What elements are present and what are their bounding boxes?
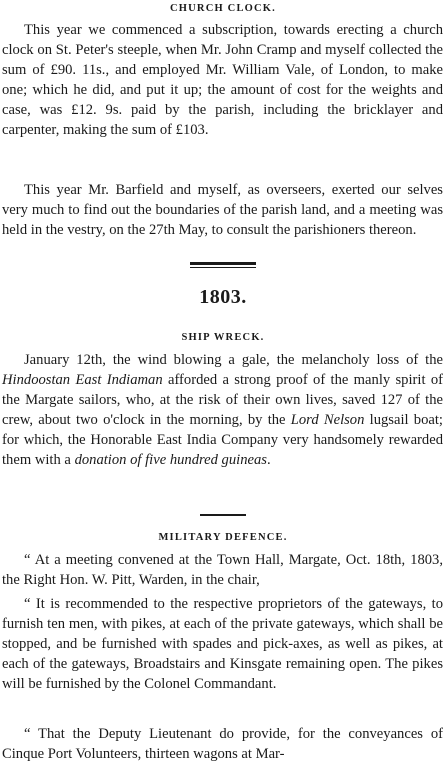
military-defence-paragraph-1: “ At a meeting convened at the Town Hall, Margate, Oct. 18th, 1803, the Right Hon. W. Pitt, Warden, in the chair, [2, 552, 443, 588]
military-defence-paragraph-3: “ That the Deputy Lieutenant do provide, for the conveyances of Cinque Port Volunteers, thirteen wagons at Mar- [2, 726, 443, 762]
heading-military-defence: MILITARY DEFENCE. [158, 532, 288, 543]
military-defence-paragraph-2: “ It is recommended to the respective proprietors of the gateways, to furnish ten men, with pikes, at each of the private gateways, which shall be stopped, and be furnished with spades and pick-axes, as well as pikes, at each of the gateways, Broadstairs and Kinsgate remaining open. The pikes will be furnished by the Colonel Commandant. [2, 596, 443, 692]
heading-ship-wreck: SHIP WRECK. [181, 332, 265, 343]
double-rule-divider [190, 262, 256, 268]
heading-church-clock: CHURCH CLOCK. [169, 3, 277, 14]
ship-wreck-paragraph: January 12th, the wind blowing a gale, the melancholy loss of the Hindoostan East Indiaman afforded a strong proof of the manly spirit of the Margate sailors, who, at the risk of their own lives, saved 127 of the crew, about two o'clock in the morning, by the Lord Nelson lugsail boat; for which, the Honorable East India Company very handsomely rewarded them with a donation of five hundred guineas. [2, 352, 443, 468]
single-rule-divider [200, 514, 246, 516]
church-clock-paragraph-2: This year Mr. Barfield and myself, as overseers, exerted our selves very much to find out the boundaries of the parish land, and a meeting was held in the vestry, on the 27th May, to consult the parishioners thereon. [2, 182, 443, 238]
church-clock-paragraph-1: This year we commenced a subscription, towards erecting a church clock on St. Peter's steeple, when Mr. John Cramp and myself collected the sum of £90. 11s., and employed Mr. William Vale, of London, to make one; which he did, and put it up; the amount of cost for the weights and case, was £12. 9s. paid by the parish, including the bricklayer and carpenter, making the sum of £103. [2, 22, 443, 138]
year-heading: 1803. [199, 286, 247, 308]
